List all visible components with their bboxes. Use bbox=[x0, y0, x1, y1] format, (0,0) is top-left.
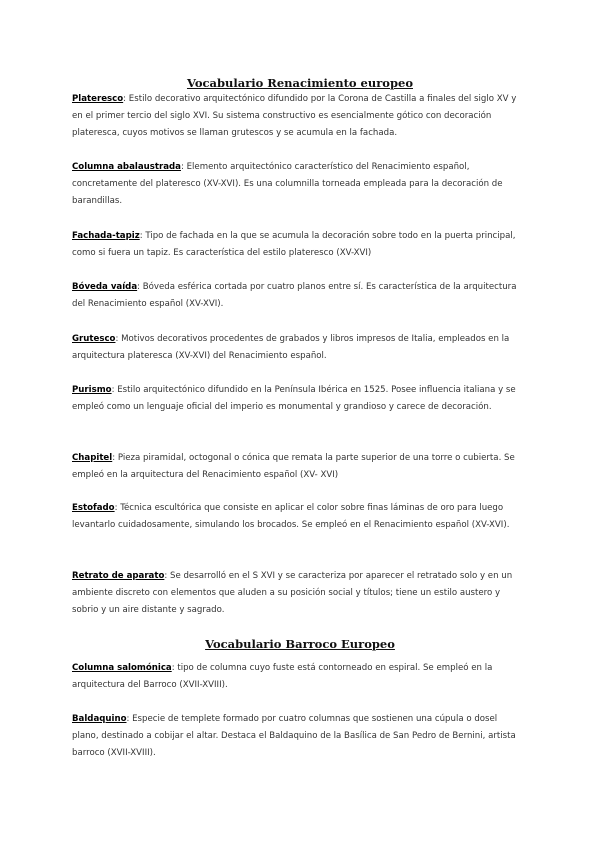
entry-definition: : Motivos decorativos procedentes de grabados y libros impresos de Italia, empleados en la arquitectura plateresca (XV-XVI) del Renacimiento español. bbox=[72, 334, 510, 362]
section-title: Vocabulario Barroco Europeo bbox=[205, 637, 395, 651]
entry-definition: : Estilo decorativo arquitectónico difundido por la Corona de Castilla a finales del siglo XV y en el primer tercio del siglo XVI. Su sistema constructivo es esencialmente gótico con decoración plateresca, cuyos motivos se llaman grutescos y se acumula en la fachada. bbox=[72, 94, 517, 139]
vocab-entry-baldaquino bbox=[72, 711, 520, 763]
entry-definition: : Técnica escultórica que consiste en aplicar el color sobre finas láminas de oro para luego levantarlo cuidadosamente, simulando los brocados. Se empleó en el Renacimiento español (XV-XVI). bbox=[72, 503, 510, 531]
entry-term: Columna abalaustrada bbox=[72, 162, 181, 172]
entry-definition: : Especie de templete formado por cuatro columnas que sostienen una cúpula o dosel plano, destinado a cobijar el altar. Destaca el Baldaquino de la Basílica de San Pedro de Bernini, artista barroco (XVII-XVIII). bbox=[72, 714, 516, 759]
vocab-entry-retrato-de-aparato bbox=[72, 568, 520, 620]
entry-term: Columna salomónica bbox=[72, 663, 172, 673]
entry-definition: : Pieza piramidal, octogonal o cónica que remata la parte superior de una torre o cubierta. Se empleó en la arquitectura del Renacimiento español (XV- XVI) bbox=[72, 453, 515, 481]
entry-term: Purismo bbox=[72, 385, 112, 395]
entry-term: Plateresco bbox=[72, 94, 124, 104]
vocab-entry-plateresco bbox=[72, 91, 520, 143]
vocab-entry-chapitel bbox=[72, 450, 520, 484]
entry-definition: : Estilo arquitectónico difundido en la Península Ibérica en 1525. Posee influencia italiana y se empleó como un lenguaje oficial del imperio es monumental y grandioso y carece de decoración. bbox=[72, 385, 516, 413]
entry-term: Bóveda vaída bbox=[72, 282, 138, 292]
entry-term: Baldaquino bbox=[72, 714, 127, 724]
vocab-entry-estofado bbox=[72, 500, 520, 534]
vocab-entry-columna-salomonica bbox=[72, 660, 520, 694]
vocab-entry-purismo bbox=[72, 382, 520, 416]
entry-term: Chapitel bbox=[72, 453, 113, 463]
entry-term: Retrato de aparato bbox=[72, 571, 165, 581]
vocab-entry-boveda-vaida bbox=[72, 279, 520, 313]
entry-term: Fachada-tapiz bbox=[72, 231, 140, 241]
vocab-entry-columna-abalaustrada bbox=[72, 159, 520, 211]
vocab-entry-grutesco bbox=[72, 331, 520, 365]
entry-term: Grutesco bbox=[72, 334, 116, 344]
entry-definition: : Bóveda esférica cortada por cuatro planos entre sí. Es característica de la arquitectura del Renacimiento español (XV-XVI). bbox=[72, 282, 517, 310]
entry-term: Estofado bbox=[72, 503, 115, 513]
entry-definition: : Tipo de fachada en la que se acumula la decoración sobre todo en la puerta principal, como si fuera un tapiz. Es característica del estilo plateresco (XV-XVI) bbox=[72, 231, 516, 259]
section-title: Vocabulario Renacimiento europeo bbox=[186, 76, 413, 90]
entry-definition: : tipo de columna cuyo fuste está contorneado en espiral. Se empleó en la arquitectura del Barroco (XVII-XVIII). bbox=[72, 663, 493, 691]
entry-definition: : Elemento arquitectónico característico del Renacimiento español, concretamente del plateresco (XV-XVI). Es una columnilla torneada empleada para la decoración de barandillas. bbox=[72, 162, 503, 207]
entry-definition: : Se desarrolló en el S XVI y se caracteriza por aparecer el retratado solo y en un ambiente discreto con elementos que aluden a su posición social y títulos; tiene un estilo austero y sobrio y un aire distante y sagrado. bbox=[72, 571, 513, 616]
vocab-entry-fachada-tapiz bbox=[72, 228, 520, 262]
